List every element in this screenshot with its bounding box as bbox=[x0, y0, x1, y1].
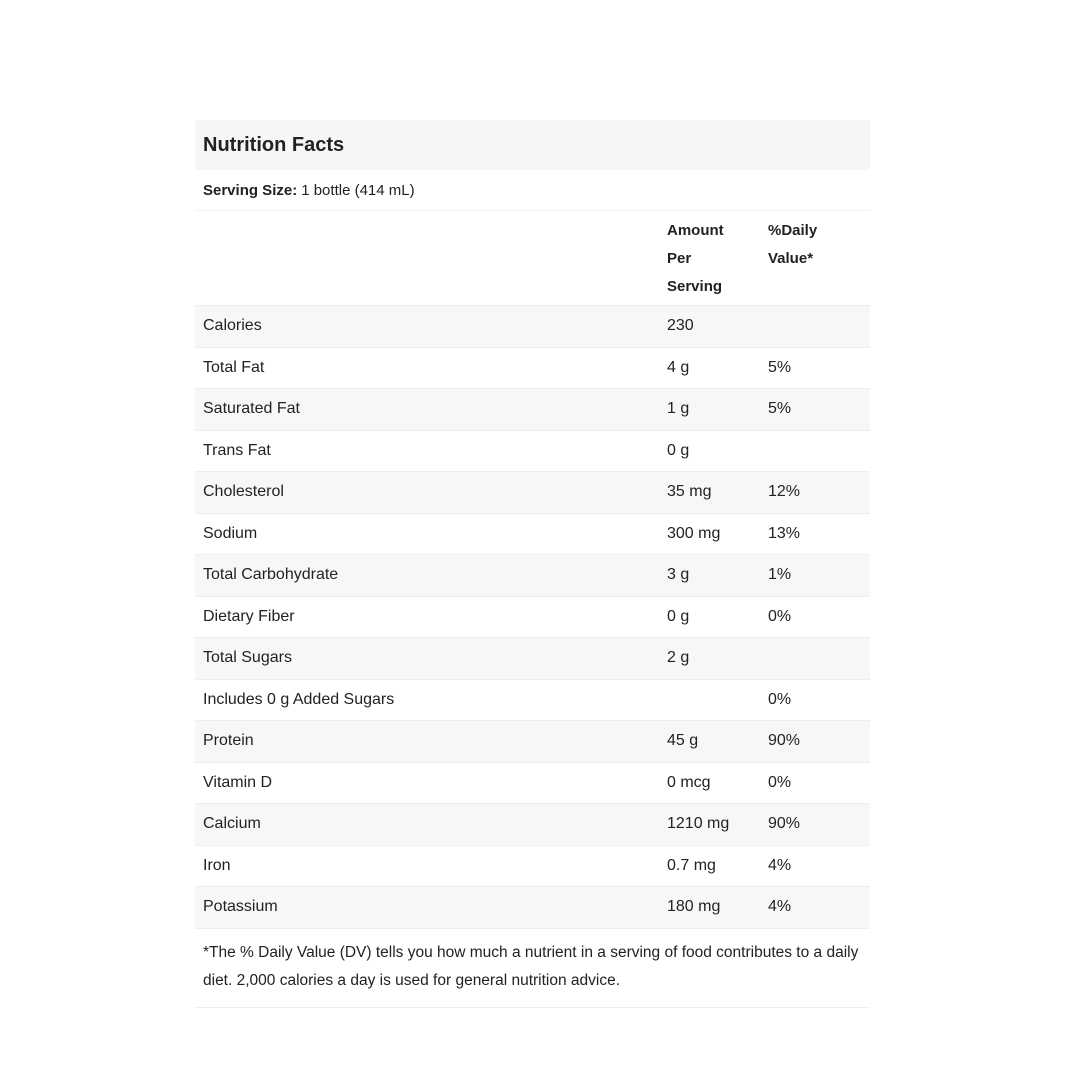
nutrient-name: Vitamin D bbox=[203, 773, 273, 791]
daily-value-footnote: *The % Daily Value (DV) tells you how much a nutrient in a serving of food contributes to a daily diet. 2,000 calories a day is used for general nutrition advice. bbox=[195, 929, 870, 1008]
nutrient-amount: 4 g bbox=[667, 358, 690, 376]
nutrient-amount: 3 g bbox=[667, 566, 690, 584]
header-dv-line: Value* bbox=[768, 250, 814, 267]
nutrient-daily-value: 12% bbox=[768, 483, 801, 501]
nutrient-amount: 35 mg bbox=[667, 483, 712, 501]
nutrient-amount: 0 mcg bbox=[667, 773, 711, 791]
table-row bbox=[195, 680, 870, 722]
nutrient-amount: 0 g bbox=[667, 607, 690, 625]
header-dv-line: %Daily bbox=[768, 222, 818, 239]
table-row bbox=[195, 472, 870, 514]
table-row bbox=[195, 348, 870, 390]
nutrient-name: Calories bbox=[203, 317, 262, 335]
serving-size-value: 1 bottle (414 mL) bbox=[301, 181, 415, 199]
nutrient-name: Includes 0 g Added Sugars bbox=[203, 690, 395, 708]
table-row bbox=[195, 721, 870, 763]
nutrient-daily-value: 13% bbox=[768, 524, 801, 542]
title-row bbox=[195, 120, 870, 170]
table-row bbox=[195, 555, 870, 597]
serving-size-row bbox=[195, 170, 870, 210]
nutrient-daily-value: 5% bbox=[768, 358, 792, 376]
nutrient-amount: 300 mg bbox=[667, 524, 721, 542]
nutrient-daily-value: 0% bbox=[768, 690, 792, 708]
table-row bbox=[195, 887, 870, 929]
nutrient-name: Dietary Fiber bbox=[203, 607, 295, 625]
table-row bbox=[195, 804, 870, 846]
nutrient-daily-value: 1% bbox=[768, 566, 792, 584]
nutrient-daily-value: 90% bbox=[768, 732, 801, 750]
nutrition-facts-panel bbox=[195, 120, 870, 1008]
nutrient-daily-value: 4% bbox=[768, 856, 792, 874]
nutrient-name: Total Sugars bbox=[203, 649, 292, 667]
nutrient-name: Total Fat bbox=[203, 358, 265, 376]
nutrient-amount: 45 g bbox=[667, 732, 699, 750]
table-row bbox=[195, 431, 870, 473]
nutrient-name: Iron bbox=[203, 856, 231, 874]
header-amount-line: Per bbox=[667, 250, 692, 267]
nutrient-amount: 0 g bbox=[667, 441, 690, 459]
nutrient-amount: 180 mg bbox=[667, 898, 721, 916]
nutrient-daily-value: 0% bbox=[768, 773, 792, 791]
nutrient-amount: 2 g bbox=[667, 649, 690, 667]
nutrient-name: Calcium bbox=[203, 815, 261, 833]
nutrient-name: Saturated Fat bbox=[203, 400, 300, 418]
nutrient-name: Sodium bbox=[203, 524, 258, 542]
nutrient-daily-value: 4% bbox=[768, 898, 792, 916]
nutrient-name: Protein bbox=[203, 732, 254, 750]
header-daily-value bbox=[768, 211, 870, 305]
nutrient-daily-value: 5% bbox=[768, 400, 792, 418]
header-amount-per-serving bbox=[667, 211, 768, 305]
table-row bbox=[195, 638, 870, 680]
nutrient-rows bbox=[195, 306, 870, 929]
nutrient-name: Total Carbohydrate bbox=[203, 566, 339, 584]
header-amount-line: Serving bbox=[667, 278, 723, 295]
nutrient-name: Potassium bbox=[203, 898, 278, 916]
nutrient-daily-value: 90% bbox=[768, 815, 801, 833]
table-row bbox=[195, 514, 870, 556]
header-amount-line: Amount bbox=[667, 222, 724, 239]
table-row bbox=[195, 389, 870, 431]
nutrient-amount: 230 bbox=[667, 317, 694, 335]
nutrition-facts-title: Nutrition Facts bbox=[203, 133, 345, 156]
nutrient-amount: 1210 mg bbox=[667, 815, 730, 833]
nutrient-amount: 1 g bbox=[667, 400, 690, 418]
serving-size-label: Serving Size: bbox=[203, 181, 298, 199]
header-nutrient-column bbox=[195, 211, 667, 305]
table-row bbox=[195, 306, 870, 348]
table-header-row bbox=[195, 210, 870, 306]
nutrient-daily-value: 0% bbox=[768, 607, 792, 625]
table-row bbox=[195, 846, 870, 888]
nutrient-amount: 0.7 mg bbox=[667, 856, 716, 874]
nutrient-name: Trans Fat bbox=[203, 441, 271, 459]
table-row bbox=[195, 597, 870, 639]
table-row bbox=[195, 763, 870, 805]
nutrient-name: Cholesterol bbox=[203, 483, 284, 501]
